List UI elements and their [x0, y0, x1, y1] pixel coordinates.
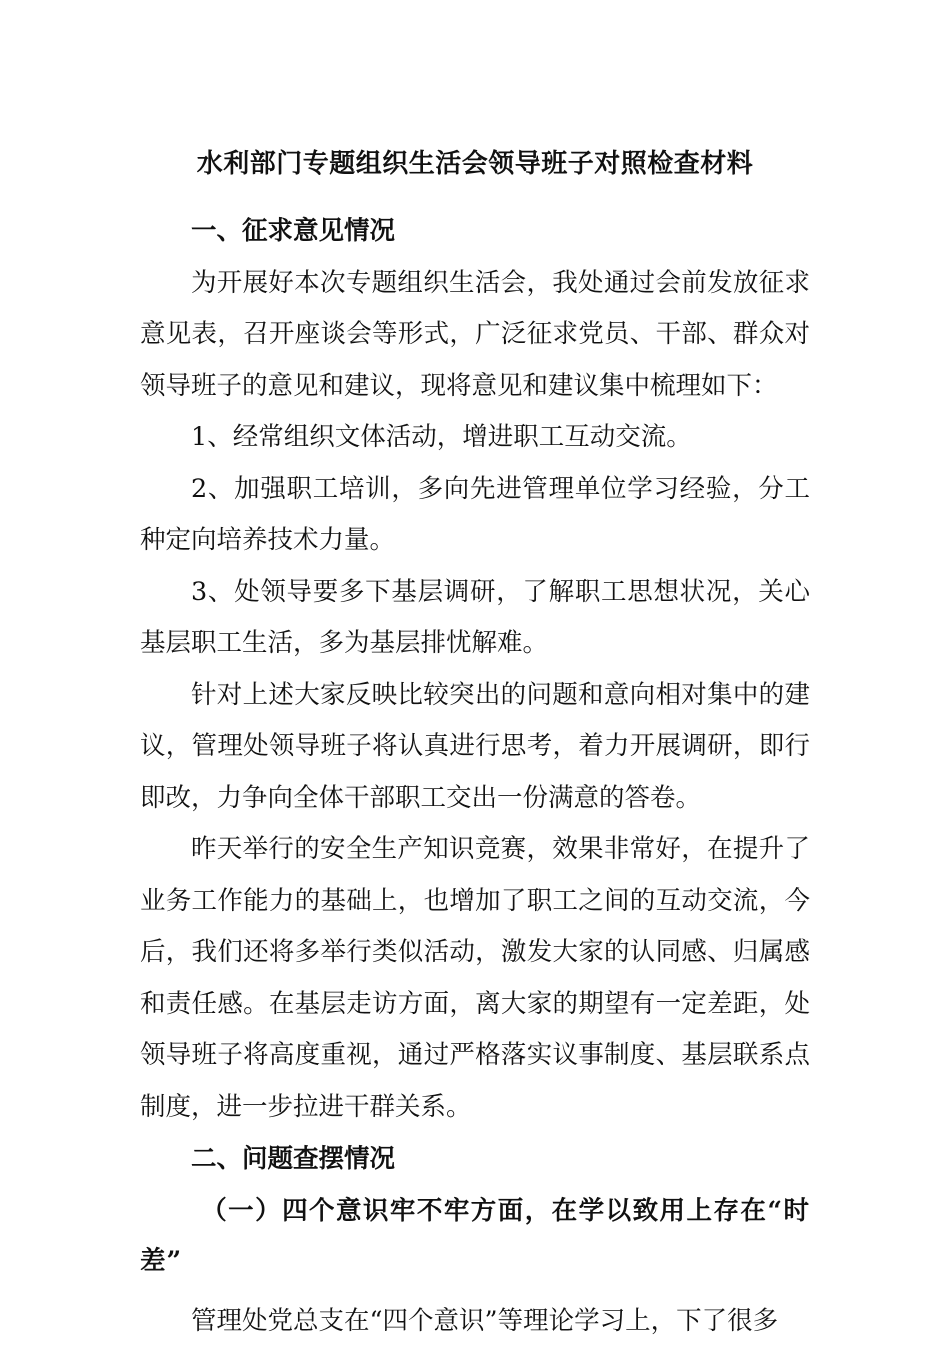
document-body — [140, 206, 810, 1347]
list-item-1: 1、经常组织文体活动，增进职工互动交流。 — [140, 412, 810, 464]
paragraph-response: 针对上述大家反映比较突出的问题和意向相对集中的建议，管理处领导班子将认真进行思考，着力开展调研，即行即改，力争向全体干部职工交出一份满意的答卷。 — [140, 670, 810, 825]
list-item-3: 3、处领导要多下基层调研，了解职工思想状况，关心基层职工生活，多为基层排忧解难。 — [140, 567, 810, 670]
list-item-2: 2、加强职工培训，多向先进管理单位学习经验，分工种定向培养技术力量。 — [140, 464, 810, 567]
section-heading-1: 一、征求意见情况 — [140, 206, 810, 258]
paragraph-intro: 为开展好本次专题组织生活会，我处通过会前发放征求意见表，召开座谈会等形式，广泛征求党员、干部、群众对领导班子的意见和建议，现将意见和建议集中梳理如下： — [140, 258, 810, 413]
section-heading-2: 二、问题查摆情况 — [140, 1134, 810, 1186]
paragraph-study: 管理处党总支在“四个意识”等理论学习上，下了很多 — [140, 1296, 810, 1347]
paragraph-activities: 昨天举行的安全生产知识竞赛，效果非常好，在提升了业务工作能力的基础上，也增加了职工之间的互动交流，今后，我们还将多举行类似活动，激发大家的认同感、归属感和责任感。在基层走访方面，离大家的期望有一定差距，处领导班子将高度重视，通过严格落实议事制度、基层联系点制度，进一步拉进干群关系。 — [140, 824, 810, 1133]
document-title: 水利部门专题组织生活会领导班子对照检查材料 — [0, 146, 950, 182]
subsection-heading-1: （一）四个意识牢不牢方面，在学以致用上存在“时差” — [140, 1186, 810, 1286]
